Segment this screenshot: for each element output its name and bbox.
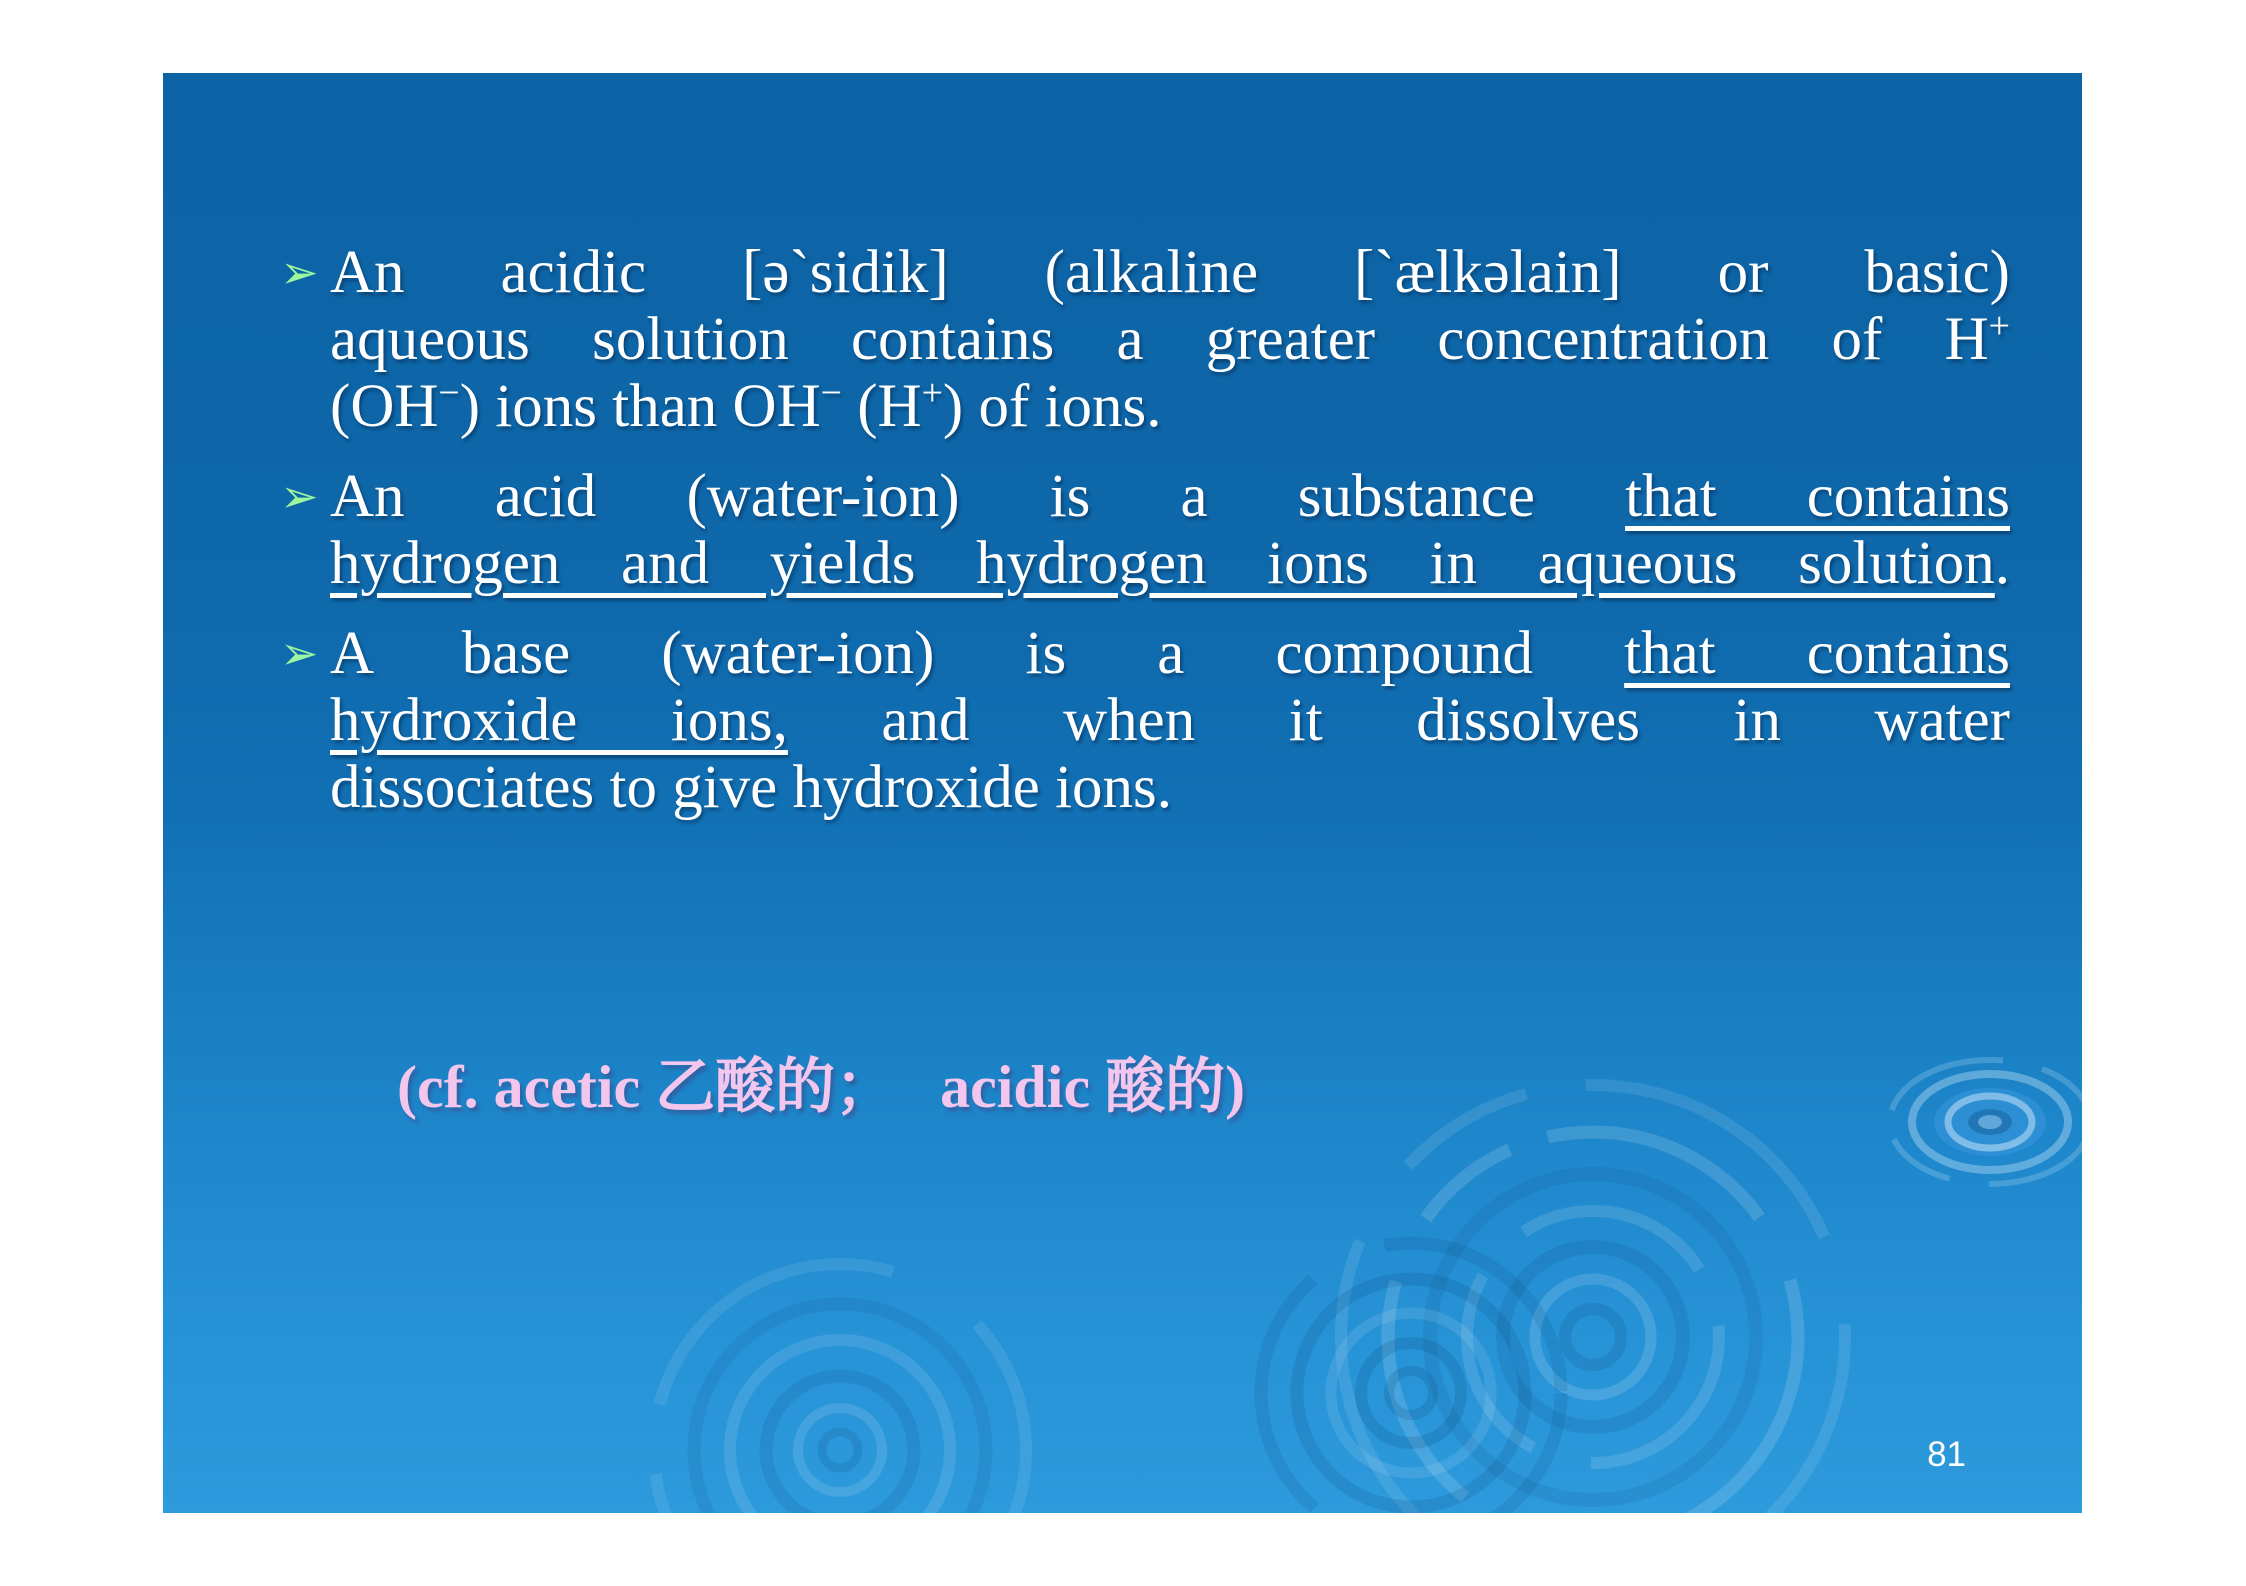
arrow-bullet-icon: ➢	[280, 626, 319, 680]
text-segment: A base (water-ion) is a compound	[330, 620, 1625, 687]
text-segment: An acid (water-ion) is a substance	[330, 463, 1626, 530]
ripple-small-bright	[1890, 1060, 2082, 1184]
text-line	[330, 530, 2010, 597]
bullet-item-acidic	[280, 239, 2010, 440]
superscript: +	[1988, 305, 2010, 348]
underlined-text-segment: that contains	[1625, 463, 2010, 530]
superscript: −	[820, 372, 842, 415]
text-line	[330, 620, 2010, 687]
note-text: (cf. acetic 乙酸的； acidic 酸的)	[397, 1054, 1246, 1120]
text-segment: and when it dissolves in water	[787, 687, 2010, 754]
text-segment: (OH	[330, 373, 439, 440]
slide	[163, 73, 2082, 1513]
bullet-item-base	[280, 620, 2010, 821]
superscript: −	[438, 372, 460, 415]
text-segment: dissociates to give hydroxide ions.	[330, 754, 1173, 821]
ripple-large	[1341, 1085, 1845, 1513]
text-segment: (H	[841, 373, 922, 440]
underlined-text-segment: hydroxide ions,	[330, 687, 788, 754]
bullet-item-acid	[280, 463, 2010, 597]
text-segment: An acidic [ə`sidik] (alkaline [`ælkəlain] or basic)	[330, 239, 2010, 306]
arrow-bullet-icon: ➢	[280, 469, 319, 523]
text-line	[330, 306, 2010, 373]
text-line	[330, 687, 2010, 754]
bullet-list	[280, 239, 2010, 844]
text-segment: ) ions than OH	[459, 373, 821, 440]
text-line	[330, 754, 2010, 821]
underlined-text-segment: hydrogen and yields hydrogen ions in aqueous solution	[330, 530, 1995, 597]
text-segment: aqueous solution contains a greater concentration of H	[330, 306, 1989, 373]
text-segment: .	[1994, 530, 2010, 597]
ripple-medium	[1261, 1243, 1561, 1513]
text-line	[330, 239, 2010, 306]
text-segment: ) of ions.	[942, 373, 1162, 440]
text-line	[330, 373, 2010, 440]
text-line	[330, 463, 2010, 530]
superscript: +	[921, 372, 943, 415]
page-number: 81	[1927, 1435, 1966, 1474]
underlined-text-segment: that contains	[1624, 620, 2010, 687]
arrow-bullet-icon: ➢	[280, 245, 319, 299]
ripple-bottom-left	[654, 1264, 1026, 1513]
